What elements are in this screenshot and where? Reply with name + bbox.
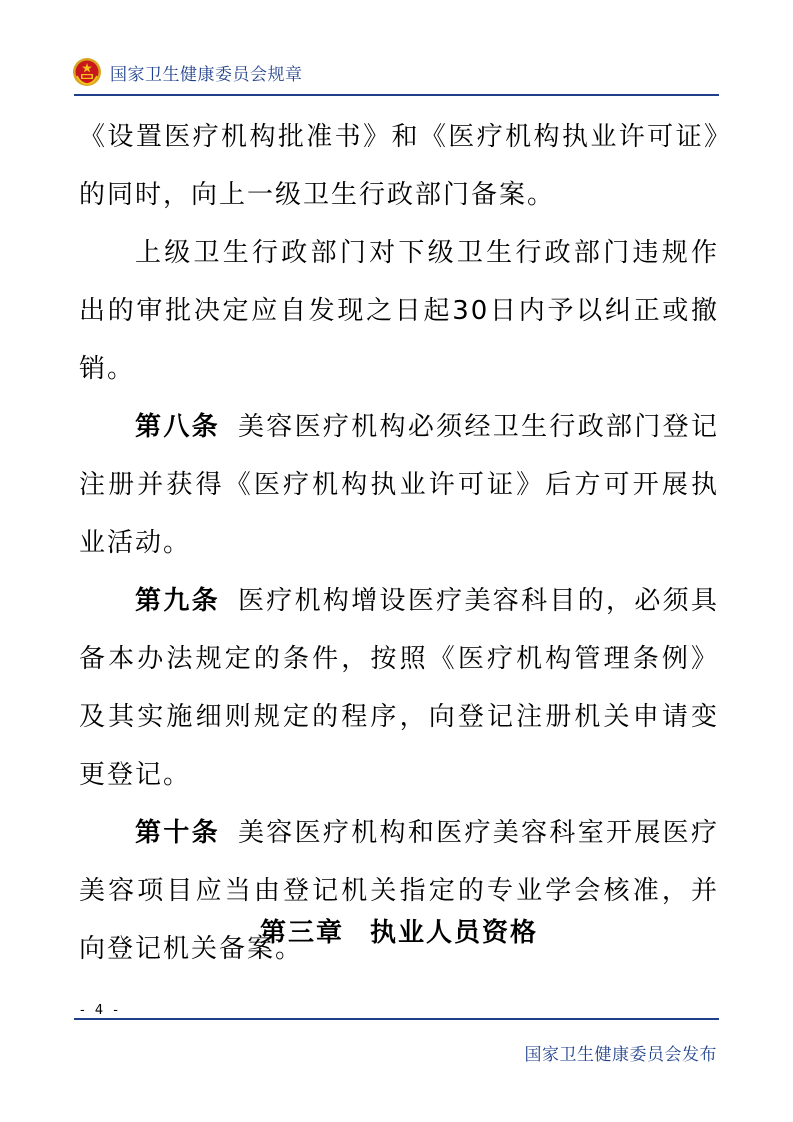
page-number: - 4 -	[80, 1003, 121, 1018]
national-emblem-icon	[72, 57, 102, 87]
article-10-label: 第十条	[135, 818, 220, 848]
chapter-title: 执业人员资格	[370, 918, 539, 948]
chapter-heading	[79, 912, 719, 949]
article-8-label: 第八条	[135, 412, 220, 442]
article-9-text: 医疗机构增设医疗美容科目的，必须具备本办法规定的条件，按照《医疗机构管理条例》及其实施细则规定的程序，向登记注册机关申请变更登记。	[79, 586, 719, 790]
article-9-label: 第九条	[135, 586, 220, 616]
article-8	[79, 398, 719, 572]
article-10-text: 美容医疗机构和医疗美容科室开展医疗美容项目应当由登记机关指定的专业学会核准，并向登记机关备案。	[79, 818, 719, 964]
document-body	[79, 108, 719, 978]
page-header	[72, 52, 303, 92]
article-8-text: 美容医疗机构必须经卫生行政部门登记注册并获得《医疗机构执业许可证》后方可开展执业活动。	[79, 412, 719, 558]
paragraph-supervision: 上级卫生行政部门对下级卫生行政部门违规作出的审批决定应自发现之日起30日内予以纠正或撤销。	[79, 238, 719, 384]
footer-publisher: 国家卫生健康委员会发布	[524, 1045, 717, 1065]
chapter-number: 第三章	[259, 918, 344, 948]
article-9	[79, 572, 719, 804]
header-divider	[74, 94, 719, 96]
paragraph-continuation: 《设置医疗机构批准书》和《医疗机构执业许可证》的同时，向上一级卫生行政部门备案。	[79, 122, 719, 210]
footer-divider	[74, 1018, 719, 1020]
article-10	[79, 804, 719, 978]
header-title: 国家卫生健康委员会规章	[110, 64, 303, 85]
